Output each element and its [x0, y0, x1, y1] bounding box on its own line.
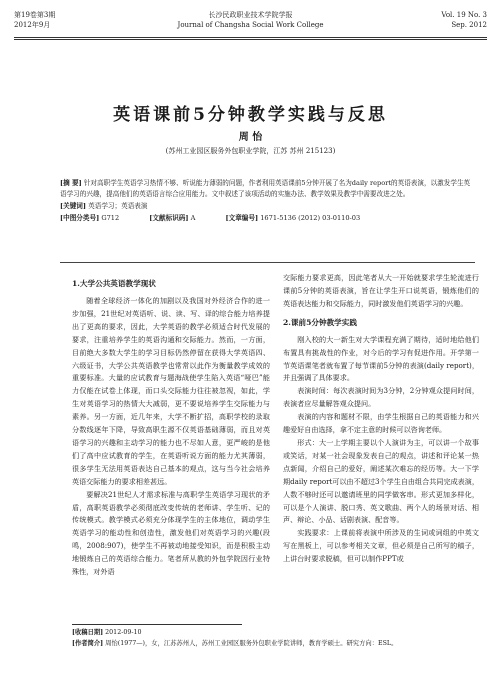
received-date [72, 627, 481, 638]
abstract-label: [摘 要] [60, 179, 82, 187]
body-paragraph: 刚入校的大一新生对大学课程充满了期待，适时地给他们布置具有挑战性的作业，对今后的学习有促进作用。开学第一节英语课笔者就布置了每节课前5分钟的表演(daily report)，并且强调了具体要求。 [283, 334, 479, 383]
clc-label: [中图分类号] [60, 214, 100, 222]
keywords-label: [关键词] [60, 202, 87, 210]
journal-name-en: Journal of Changsha Social Work College [177, 21, 324, 29]
body-paragraph: 随着全球经济一体化的加剧以及我国对外经济合作的进一步加强，21世纪对英语听、说、读、写、译的综合能力培养提出了更高的要求，因此，大学英语的教学必须适合时代发展的要求，注重培养学生的英语沟通和交际能力。然而，一方面，目前绝大多数大学生的学习目标仍然停留在获得大学英语四、六级证书，大学公共英语教学也常常以此作为衡量教学成效的重要标准。大量的应试教育与题海战使学生陷入英语“哑巴”能力仅能在试卷上体现，而口头交际能力往往被忽视，如此，学生对英语学习的热情大大减弱，更不要说培养学生交际能力与素养。另一方面，近几年来，大学不断扩招，高职学校的录取分数线逐年下降，导致高职生源不仅英语基础薄弱，而且对英语学习的兴趣和主动学习的能力也不尽如人意，更严峻的是他们了高中应试教育的学生，在英语听说方面的能力尤其薄弱，很多学生无法用英语表达自己基本的观点，这与当今社会培养英语交际能力的要求相差甚远。 [72, 296, 270, 486]
classification-line [60, 213, 475, 224]
author-bio-label: [作者简介] [72, 640, 104, 647]
abstract-block [60, 178, 475, 224]
left-column [72, 272, 270, 579]
received-value: 2012-09-10 [105, 629, 142, 636]
abstract [60, 178, 475, 200]
section-heading-2: 2.课前5分钟教学实践 [283, 317, 357, 327]
doc-code-value: A [190, 214, 196, 222]
footnote-rule [72, 624, 242, 625]
keywords-text: 英语学习；英语表演 [88, 202, 148, 210]
clc-value: G712 [101, 214, 120, 222]
body-paragraph: 形式：大一上学期主要以个人演讲为主，可以讲一个故事或笑话，对某一社会现象发表自己的观点，讲述和评论某一热点新闻，介绍自己的爱好，阐述某次难忘的经历等。大一下学期daily report可以由不超过3个学生自由组合共同完成表演，人数不够时还可以邀请班里的同学做客串。形式更加多样化，可以是个人演讲、脱口秀、英文歌曲、两个人的场景对话、相声、辩论、小品、话剧表演、配音等。 [283, 437, 479, 525]
section-heading-1: 1.大学公共英语教学现状 [72, 279, 156, 288]
issue-date-en: Sep. 2012 [451, 21, 487, 29]
volume-issue-en: Vol. 19 No. 3 [441, 11, 487, 19]
journal-name-cn: 长沙民政职业技术学院学报 [208, 11, 293, 19]
running-header [14, 10, 487, 50]
journal-name [14, 10, 487, 30]
article-no-value: 1671-5136 (2012) 03-0110-03 [260, 214, 361, 222]
body-paragraph: 交际能力要求更高，因此笔者从大一开始就要求学生轮流进行课前5分钟的英语表演，旨在让学生开口说英语，锻炼他们的英语表达能力和交际能力，同时激发他们英语学习的兴趣。 [283, 273, 479, 308]
body-paragraph: 表演时间：每次表演时间为3分钟，2分钟观众提问时间，表演者应尽量解答观众提问。 [283, 386, 479, 409]
issue-date: 2012年9月 [14, 21, 51, 29]
issue-info-en [441, 10, 487, 30]
abstract-text: 针对高职学生英语学习热情不够、听说能力薄弱的问题，作者利用英语课前5分钟开展了名为daily report的英语表演，以激发学生英语学习的兴趣，提高他们的英语语言综合应用能力。文中叙述了该项活动的实施办法、教学效果及教学中需要改进之处。 [60, 179, 471, 198]
header-rule [14, 37, 487, 38]
received-label: [收稿日期] [72, 629, 104, 636]
article-no-label: [文章编号] [225, 214, 259, 222]
header-rule-thin [14, 39, 487, 40]
body-paragraph: 表演的内容和题材不限，由学生根据自己的英语能力和兴趣爱好自由选择，拿不定主意的时候可以咨询老师。 [283, 412, 479, 435]
author-bio [72, 638, 481, 649]
article-author: 周 怡 [238, 132, 263, 143]
right-column [283, 272, 479, 566]
body-paragraph: 实践要求：上课前将表演中所涉及的生词或词组的中英文写在黑板上，可以参考相关文章，但必须是自己所写的稿子，上讲台时要求脱稿，但可以制作PPT或 [283, 528, 479, 564]
body-paragraph: 要解决21世纪人才需求标准与高职学生英语学习现状的矛盾，高职英语教学必须彻底改变传统的老师讲、学生听、记的传统模式。教学模式必须充分体现学生的主体地位，调动学生英语学习的能动性和创造性，激发他们对英语学习的兴趣(段鸣，2008:907)，使学生不再被动地接受知识，而是积极主动地锻炼自己的英语综合能力。笔者所从教的外包学院因行业特殊性，对外语 [72, 489, 270, 577]
author-affiliation: (苏州工业园区服务外包职业学院，江苏 苏州 215123) [165, 147, 336, 155]
volume-issue: 第19卷第3期 [14, 11, 56, 19]
abstract-rule [60, 262, 475, 263]
doc-code-label: [文献标识码] [149, 214, 189, 222]
author-bio-text: 周怡(1977—)，女，江苏苏州人，苏州工业园区服务外包职业学院讲师，教育学硕士。研究方向：ESL。 [105, 640, 398, 647]
footnote [72, 627, 481, 649]
article-title: 英语课前5分钟教学实践与反思 [113, 105, 388, 125]
keywords [60, 201, 475, 212]
